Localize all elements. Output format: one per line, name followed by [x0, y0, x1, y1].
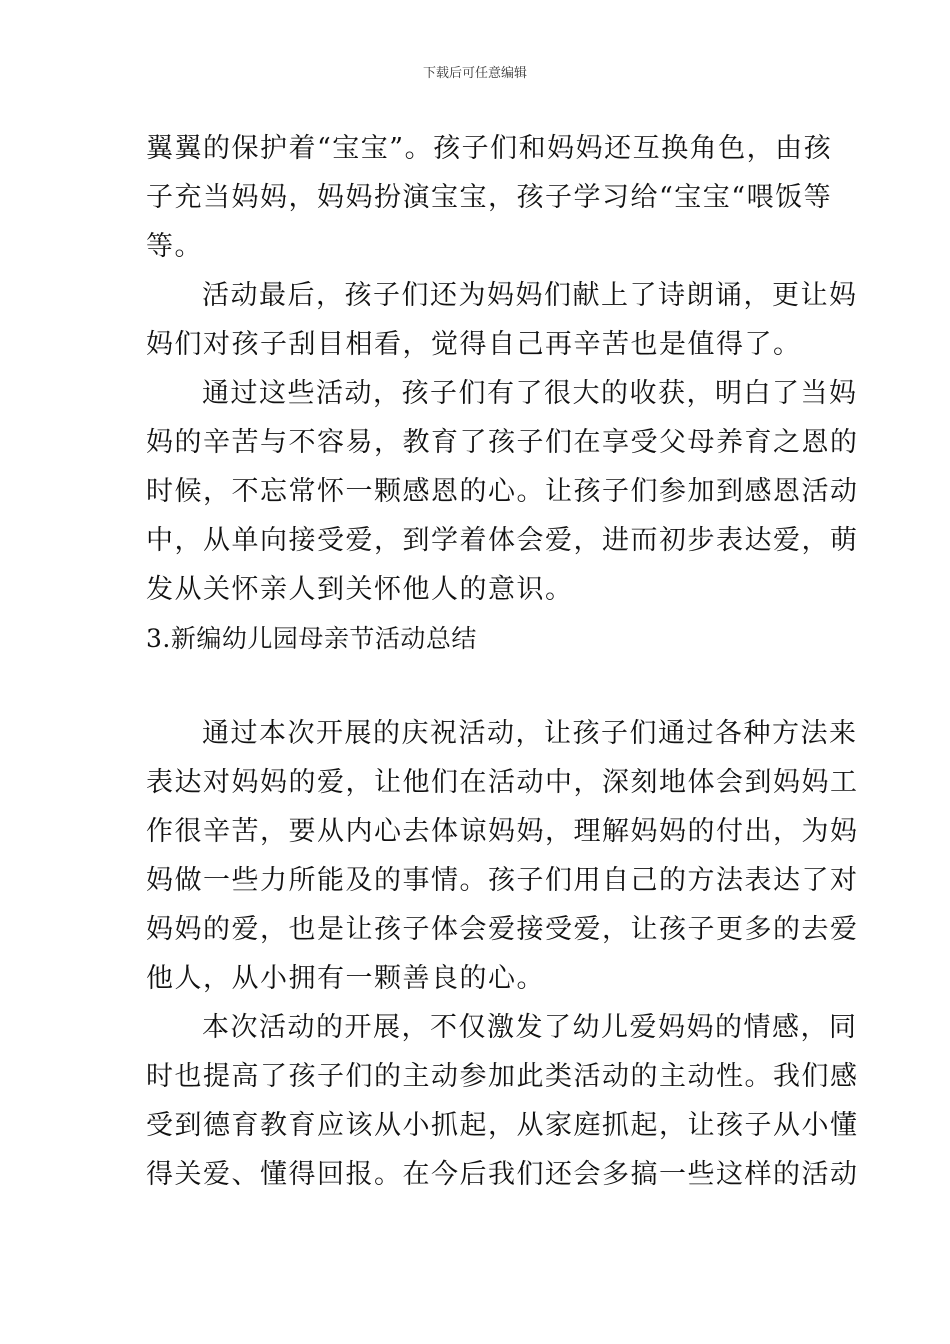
text-line: 时也提高了孩子们的主动参加此类活动的主动性。我们感 — [146, 1061, 859, 1092]
text-line: 时候，不忘常怀一颗感恩的心。让孩子们参加到感恩活动 — [146, 476, 859, 507]
text-line: 得关爱、懂得回报。在今后我们还会多搞一些这样的活动 — [146, 1159, 859, 1190]
text-line: 翼翼的保护着“宝宝”。孩子们和妈妈还互换角色，由孩 — [146, 133, 833, 164]
section-heading: 3.新编幼儿园母亲节活动总结 — [146, 624, 477, 653]
text-line: 发从关怀亲人到关怀他人的意识。 — [146, 574, 574, 605]
text-line: 子充当妈妈，妈妈扮演宝宝，孩子学习给“宝宝“喂饭等 — [146, 182, 833, 213]
text-line: 他人，从小拥有一颗善良的心。 — [146, 963, 545, 994]
text-line: 表达对妈妈的爱，让他们在活动中，深刻地体会到妈妈工 — [146, 767, 859, 798]
paragraph-first-line: 本次活动的开展，不仅激发了幼儿爱妈妈的情感，同 — [202, 1012, 858, 1043]
document-body — [146, 124, 859, 1199]
text-line: 作很辛苦，要从内心去体谅妈妈，理解妈妈的付出，为妈 — [146, 816, 859, 847]
page-header: 下载后可任意编辑 — [422, 66, 527, 81]
text-line: 妈的辛苦与不容易，教育了孩子们在享受父母养育之恩的 — [146, 427, 859, 458]
text-line: 等。 — [146, 231, 203, 262]
paragraph-first-line: 活动最后，孩子们还为妈妈们献上了诗朗诵，更让妈 — [202, 280, 858, 311]
text-line: 受到德育教育应该从小抓起，从家庭抓起，让孩子从小懂 — [146, 1110, 859, 1141]
text-line: 妈妈的爱，也是让孩子体会爱接受爱，让孩子更多的去爱 — [146, 914, 859, 945]
text-line: 中，从单向接受爱，到学着体会爱，进而初步表达爱，萌 — [146, 525, 859, 556]
paragraph-first-line: 通过这些活动，孩子们有了很大的收获，明白了当妈 — [202, 378, 858, 409]
paragraph-first-line: 通过本次开展的庆祝活动，让孩子们通过各种方法来 — [202, 718, 858, 749]
text-line: 妈们对孩子刮目相看，觉得自己再辛苦也是值得了。 — [146, 329, 802, 360]
section-spacer — [146, 663, 810, 709]
text-line: 妈做一些力所能及的事情。孩子们用自己的方法表达了对 — [146, 865, 859, 896]
